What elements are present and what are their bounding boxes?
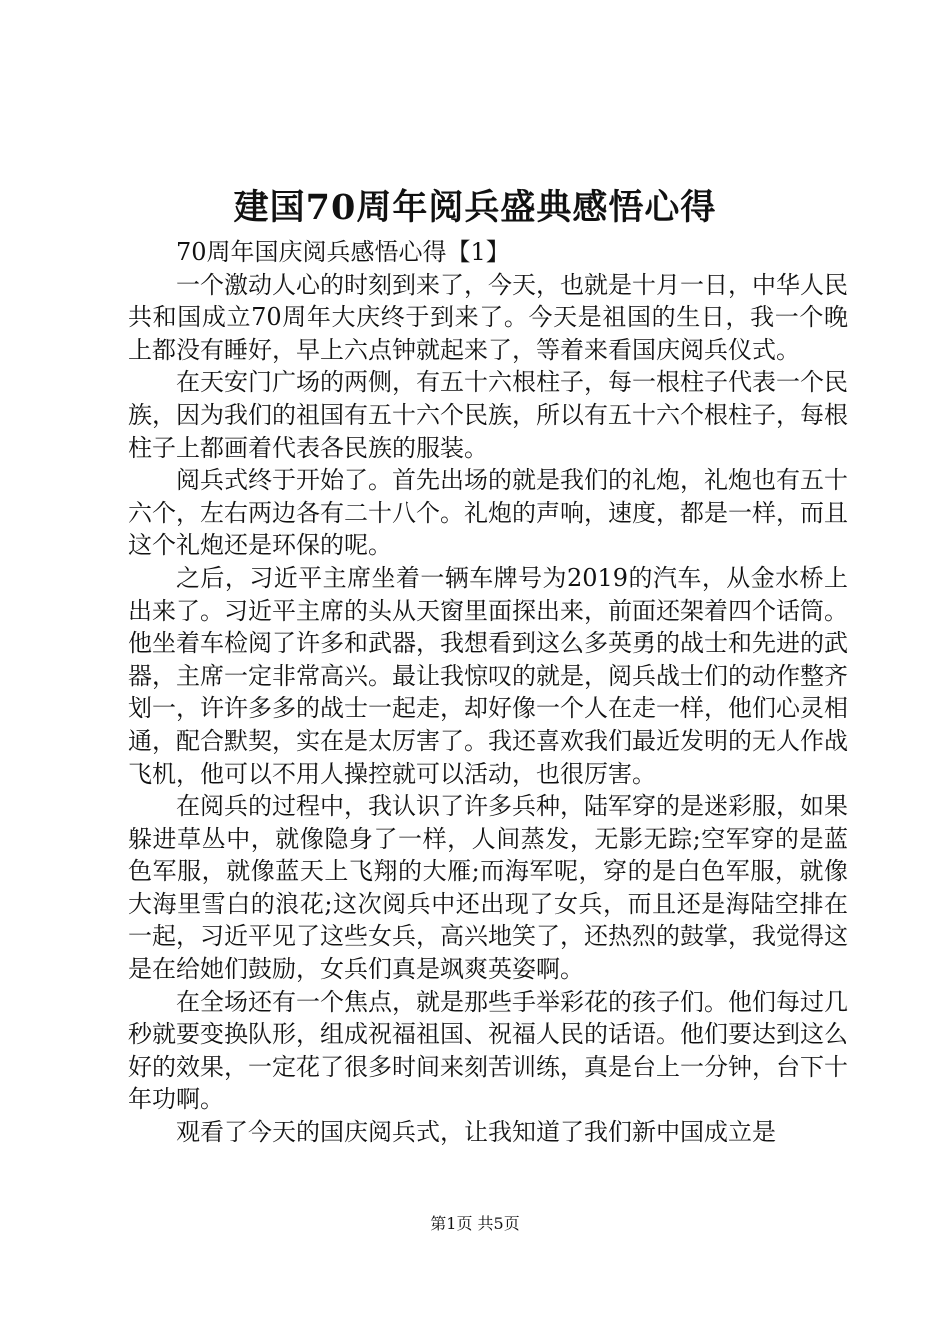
paragraph: 一个激动人心的时刻到来了，今天，也就是十月一日，中华人民共和国成立70周年大庆终于到来了。今天是祖国的生日，我一个晚上都没有睡好，早上六点钟就起来了，等着来看国庆阅兵仪式。 (128, 270, 848, 364)
paragraph: 观看了今天的国庆阅兵式，让我知道了我们新中国成立是 (176, 1118, 776, 1147)
paragraph: 阅兵式终于开始了。首先出场的就是我们的礼炮，礼炮也有五十六个，左右两边各有二十八个。礼炮的声响，速度，都是一样，而且这个礼炮还是环保的呢。 (128, 466, 848, 560)
document-body (128, 236, 848, 1149)
document-title: 建国70周年阅兵盛典感悟心得 (233, 187, 717, 228)
paragraph: 在天安门广场的两侧，有五十六根柱子，每一根柱子代表一个民族，因为我们的祖国有五十六个民族，所以有五十六个根柱子，每根柱子上都画着代表各民族的服装。 (128, 368, 848, 462)
paragraph: 在全场还有一个焦点，就是那些手举彩花的孩子们。他们每过几秒就要变换队形，组成祝福祖国、祝福人民的话语。他们要达到这么好的效果，一定花了很多时间来刻苦训练，真是台上一分钟，台下十年功啊。 (128, 987, 848, 1114)
paragraph: 在阅兵的过程中，我认识了许多兵种，陆军穿的是迷彩服，如果躲进草丛中，就像隐身了一样，人间蒸发，无影无踪;空军穿的是蓝色军服，就像蓝天上飞翔的大雁;而海军呢，穿的是白色军服，就像大海里雪白的浪花;这次阅兵中还出现了女兵，而且还是海陆空排在一起，习近平见了这些女兵，高兴地笑了，还热烈的鼓掌，我觉得这是在给她们鼓励，女兵们真是飒爽英姿啊。 (128, 792, 848, 984)
section-heading: 70周年国庆阅兵感悟心得【1】 (176, 238, 510, 266)
paragraph: 之后，习近平主席坐着一辆车牌号为2019的汽车，从金水桥上出来了。习近平主席的头从天窗里面探出来，前面还架着四个话筒。他坐着车检阅了许多和武器，我想看到这么多英勇的战士和先进的武器，主席一定非常高兴。最让我惊叹的就是，阅兵战士们的动作整齐划一，许许多多的战士一起走，却好像一个人在走一样，他们心灵相通，配合默契，实在是太厉害了。我还喜欢我们最近发明的无人作战飞机，他可以不用人操控就可以活动，也很厉害。 (128, 563, 848, 788)
page-footer: 第1页 共5页 (430, 1214, 520, 1233)
